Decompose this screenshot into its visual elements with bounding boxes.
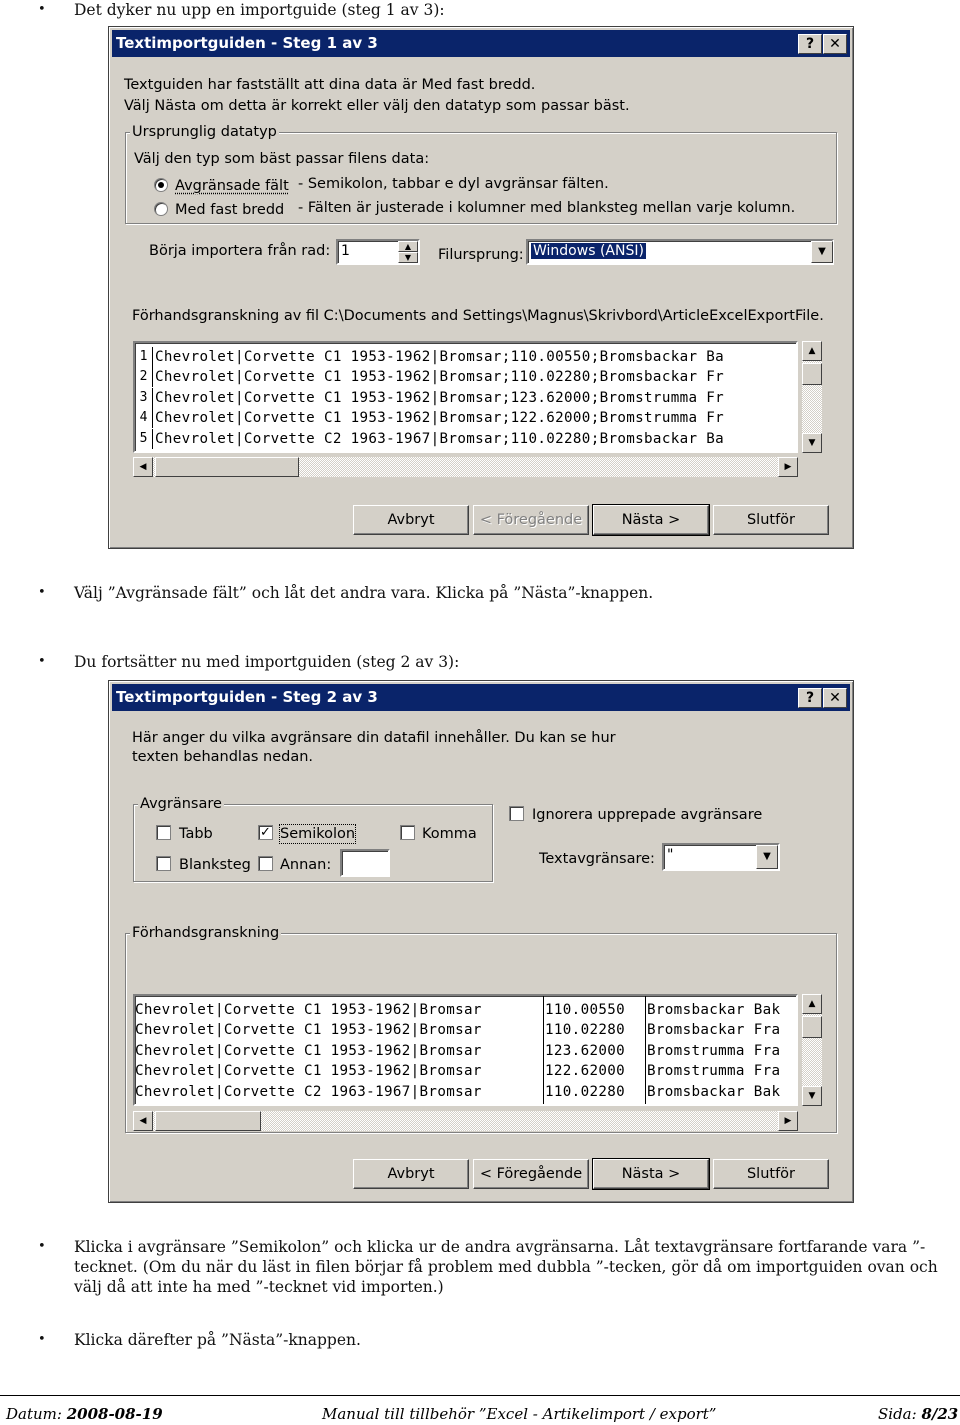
- scroll-right-icon[interactable]: ▶: [778, 457, 798, 477]
- preview-cell: Bromstrumma Fra: [647, 1042, 781, 1059]
- scroll-up-icon[interactable]: ▲: [802, 341, 822, 361]
- comma-checkbox[interactable]: [400, 825, 415, 840]
- preview-line: [135, 429, 795, 449]
- tab-checkbox[interactable]: [156, 825, 171, 840]
- spin-up-icon[interactable]: ▲: [398, 241, 418, 252]
- intro-line-2: texten behandlas nedan.: [132, 749, 314, 765]
- bullet-text: Du fortsätter nu med importguiden (steg 2 av 3):: [74, 653, 460, 671]
- preview-cell: 122.62000: [545, 1063, 626, 1080]
- preview-label: Förhandsgranskning av fil C:\Documents and Settings\Magnus\Skrivbord\ArticleExcelExportFile.: [132, 308, 824, 324]
- column-separator: [645, 996, 646, 1104]
- preview-cell: Chevrolet|Corvette C1 1953-1962|Bromsar: [135, 1002, 482, 1018]
- line-number: 3: [135, 388, 153, 408]
- cancel-button[interactable]: Avbryt: [353, 505, 469, 535]
- scroll-right-icon[interactable]: ▶: [778, 1111, 798, 1131]
- preview-cell: 110.02280: [545, 1083, 626, 1100]
- preview-cell: 123.62000: [545, 1042, 626, 1059]
- cancel-button[interactable]: Avbryt: [353, 1159, 469, 1189]
- file-origin-value: Windows (ANSI): [533, 243, 644, 259]
- preview-line: [135, 388, 795, 408]
- data-preview: [133, 994, 798, 1106]
- preview-cell: Chevrolet|Corvette C1 1953-1962|Bromsar: [135, 1022, 482, 1039]
- tab-label[interactable]: Tabb: [179, 826, 213, 842]
- preview-row: [135, 1082, 795, 1102]
- scroll-thumb[interactable]: [155, 1111, 261, 1131]
- bullet-text: Välj ”Avgränsade fält” och låt det andra vara. Klicka på ”Nästa”-knappen.: [74, 584, 654, 602]
- horizontal-scrollbar[interactable]: [133, 457, 798, 477]
- intro-line-1: Textguiden har fastställt att dina data är Med fast bredd.: [124, 77, 536, 93]
- bullet-dot: •: [38, 1332, 46, 1347]
- group-label: Förhandsgranskning: [132, 925, 280, 941]
- footer-page: [878, 1405, 958, 1423]
- dialog-title: Textimportguiden - Steg 1 av 3: [116, 34, 378, 52]
- fixed-width-description: - Fälten är justerade i kolumner med blanksteg mellan varje kolumn.: [298, 200, 796, 216]
- semicolon-checkbox[interactable]: ✓: [258, 825, 273, 840]
- chevron-down-icon[interactable]: ▼: [756, 845, 778, 869]
- spin-down-icon[interactable]: ▼: [398, 252, 418, 263]
- title-bar: [112, 30, 850, 57]
- ignore-repeated-label[interactable]: Ignorera upprepade avgränsare: [532, 807, 763, 823]
- preview-cell: 110.02280: [545, 1022, 626, 1039]
- preview-cell: Chevrolet|Corvette C2 1963-1967|Bromsar: [135, 1083, 482, 1100]
- text-import-wizard-step2: [108, 680, 854, 1203]
- line-text: Chevrolet|Corvette C2 1963-1967|Bromsar;110.02280;Bromsbackar Ba: [155, 430, 725, 447]
- bullet-dot: •: [38, 585, 46, 600]
- comma-label[interactable]: Komma: [422, 826, 477, 842]
- page-value: 8/23: [921, 1405, 959, 1423]
- line-text: Chevrolet|Corvette C1 1953-1962|Bromsar;123.62000;Bromstrumma Fr: [155, 389, 725, 406]
- finish-button[interactable]: Slutför: [713, 505, 829, 535]
- close-button[interactable]: ✕: [823, 34, 847, 54]
- preview-row: [135, 1041, 795, 1061]
- back-button[interactable]: < Föregående: [473, 1159, 589, 1189]
- scroll-down-icon[interactable]: ▼: [802, 433, 822, 453]
- chevron-down-icon[interactable]: ▼: [811, 241, 833, 263]
- semicolon-label[interactable]: Semikolon: [280, 826, 356, 842]
- horizontal-scrollbar[interactable]: [133, 1111, 798, 1131]
- date-value: 2008-08-19: [66, 1405, 163, 1423]
- start-row-label: Börja importera från rad:: [149, 243, 331, 259]
- vertical-scrollbar[interactable]: [802, 341, 822, 453]
- preview-cell: Bromsbackar Fra: [647, 1022, 781, 1039]
- line-text: Chevrolet|Corvette C1 1953-1962|Bromsar;122.62000;Bromstrumma Fr: [155, 410, 725, 427]
- next-button[interactable]: Nästa >: [593, 505, 709, 535]
- other-checkbox[interactable]: [258, 856, 273, 871]
- bullet-text: Klicka i avgränsare ”Semikolon” och klicka ur de andra avgränsarna. Låt textavgränsare fortfarande vara ”-tecknet. (Om du när du läst in filen börjar få problem med dubbla ”-tecken, gör då om importguiden ovan och välj då att inte ha med ”-tecknet vid importen.): [74, 1238, 938, 1296]
- preview-cell: 110.00550: [545, 1002, 626, 1018]
- group-label: Ursprunglig datatyp: [132, 124, 277, 140]
- help-button[interactable]: ?: [798, 34, 822, 54]
- line-text: Chevrolet|Corvette C1 1953-1962|Bromsar;110.02280;Bromsbackar Fr: [155, 369, 725, 386]
- file-origin-label: Filursprung:: [438, 247, 524, 263]
- bullet-text: Klicka därefter på ”Nästa”-knappen.: [74, 1331, 361, 1349]
- start-row-spinner[interactable]: [398, 241, 418, 263]
- line-number: 5: [135, 429, 153, 449]
- bullet-dot: •: [38, 1239, 46, 1254]
- file-preview: [133, 341, 798, 453]
- footer-date: [6, 1405, 163, 1423]
- page-footer: [0, 1395, 960, 1425]
- date-label: Datum:: [6, 1405, 67, 1423]
- start-row-input[interactable]: 1: [336, 239, 420, 265]
- preview-line: [135, 347, 795, 367]
- line-number: 4: [135, 408, 153, 428]
- delimiters-group: [133, 796, 493, 882]
- page-label: Sida:: [878, 1405, 922, 1423]
- scroll-left-icon[interactable]: ◀: [133, 1111, 153, 1131]
- file-origin-select[interactable]: [526, 239, 834, 265]
- ignore-repeated-checkbox[interactable]: [509, 806, 524, 821]
- bullet-dot: •: [38, 654, 46, 669]
- scroll-up-icon[interactable]: ▲: [802, 994, 822, 1014]
- line-number: 1: [135, 347, 153, 367]
- preview-line: [135, 408, 795, 428]
- text-qualifier-select[interactable]: ": [662, 843, 780, 871]
- preview-cell: Bromstrumma Fra: [647, 1063, 781, 1080]
- other-label[interactable]: Annan:: [280, 857, 332, 873]
- original-data-type-group: [125, 124, 837, 224]
- preview-cell: Chevrolet|Corvette C1 1953-1962|Bromsar: [135, 1042, 482, 1059]
- preview-row: [135, 1020, 795, 1040]
- preview-cell: Bromsbackar Bak: [647, 1002, 781, 1018]
- help-button[interactable]: ?: [798, 688, 822, 708]
- text-import-wizard-step1: [108, 26, 854, 549]
- vertical-scrollbar[interactable]: [802, 994, 822, 1106]
- preview-cell: Bromsbackar Bak: [647, 1083, 781, 1100]
- delimited-description: - Semikolon, tabbar e dyl avgränsar fälten.: [298, 176, 609, 192]
- close-button[interactable]: ✕: [823, 688, 847, 708]
- footer-title: Manual till tillbehör ”Excel - Artikelimport / export”: [322, 1405, 717, 1423]
- preview-row: [135, 1000, 795, 1020]
- fixed-width-radio[interactable]: [154, 202, 168, 216]
- line-text: Chevrolet|Corvette C1 1953-1962|Bromsar;110.00550;Bromsbackar Ba: [155, 349, 725, 365]
- intro-line-2: Välj Nästa om detta är korrekt eller välj den datatyp som passar bäst.: [124, 98, 630, 114]
- bullet-dot: •: [38, 2, 46, 17]
- fixed-width-label[interactable]: Med fast bredd: [175, 202, 285, 218]
- preview-row: [135, 1061, 795, 1081]
- preview-cell: Chevrolet|Corvette C1 1953-1962|Bromsar: [135, 1063, 482, 1080]
- group-prompt: Välj den typ som bäst passar filens data:: [134, 151, 430, 167]
- delimited-radio[interactable]: [154, 178, 168, 192]
- scroll-left-icon[interactable]: ◀: [133, 457, 153, 477]
- group-label: Avgränsare: [140, 796, 222, 812]
- space-checkbox[interactable]: [156, 856, 171, 871]
- scroll-down-icon[interactable]: ▼: [802, 1086, 822, 1106]
- finish-button[interactable]: Slutför: [713, 1159, 829, 1189]
- text-qualifier-label: Textavgränsare:: [539, 851, 655, 867]
- intro-line-1: Här anger du vilka avgränsare din datafil innehåller. Du kan se hur: [132, 730, 616, 746]
- bullet-text: Det dyker nu upp en importguide (steg 1 av 3):: [74, 1, 445, 19]
- next-button[interactable]: Nästa >: [593, 1159, 709, 1189]
- back-button[interactable]: < Föregående: [473, 505, 589, 535]
- space-label[interactable]: Blanksteg: [179, 857, 251, 873]
- column-separator: [543, 996, 544, 1104]
- other-delimiter-input[interactable]: [340, 849, 390, 877]
- scroll-thumb[interactable]: [802, 363, 822, 385]
- dialog-title: Textimportguiden - Steg 2 av 3: [116, 688, 378, 706]
- delimited-label[interactable]: Avgränsade fält: [175, 178, 289, 194]
- scroll-thumb[interactable]: [802, 1016, 822, 1038]
- line-number: 2: [135, 367, 153, 387]
- title-bar: [112, 684, 850, 711]
- scroll-thumb[interactable]: [155, 457, 299, 477]
- preview-line: [135, 367, 795, 387]
